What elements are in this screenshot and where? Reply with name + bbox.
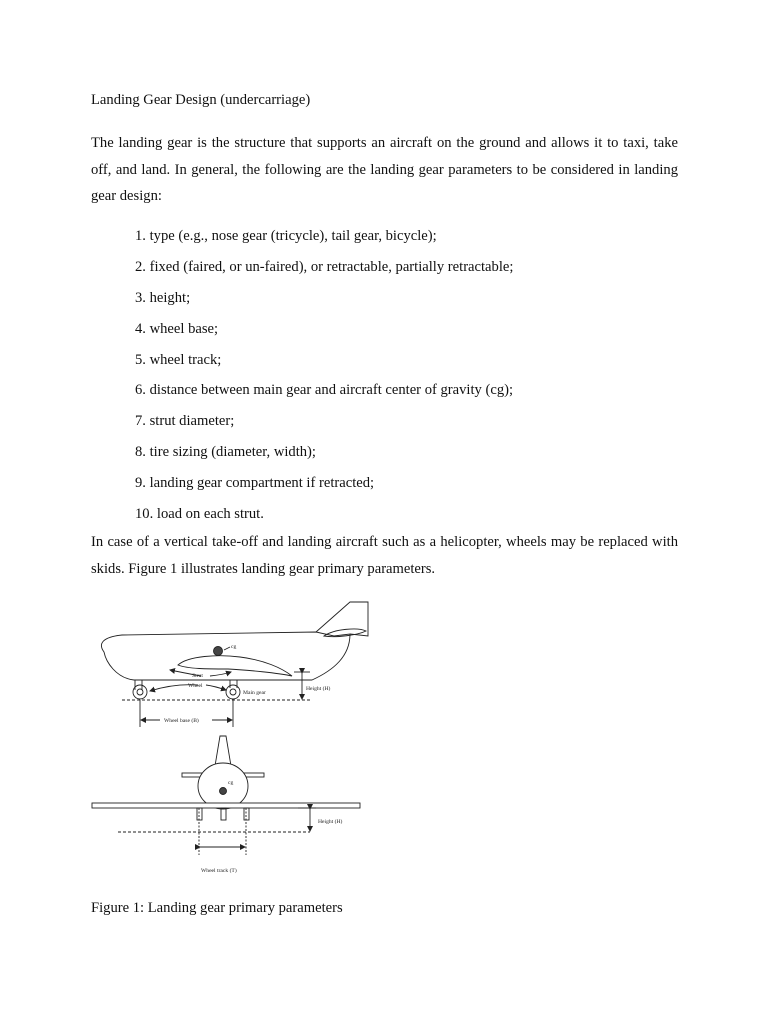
front-wing bbox=[92, 803, 360, 808]
document-heading: Landing Gear Design (undercarriage) bbox=[91, 92, 311, 108]
strut-label: Strut bbox=[192, 673, 203, 679]
nose-wheel bbox=[133, 685, 147, 699]
wheel-label: Wheel bbox=[188, 683, 203, 689]
list-item: 1. type (e.g., nose gear (tricycle), tail gear, bicycle); bbox=[135, 228, 437, 244]
list-item: 9. landing gear compartment if retracted; bbox=[135, 475, 375, 492]
front-height-label: Height (H) bbox=[318, 819, 343, 825]
side-height-label: Height (H) bbox=[306, 686, 331, 692]
list-item: 10. load on each strut. bbox=[135, 506, 264, 523]
landing-gear-diagram bbox=[88, 596, 370, 878]
main-gear-wheel bbox=[226, 685, 240, 699]
front-right-stabilizer bbox=[244, 773, 264, 777]
vertical-tail bbox=[316, 602, 368, 636]
list-item: 4. wheel base; bbox=[135, 320, 219, 337]
landing-gear-figure bbox=[88, 596, 370, 878]
list-item: 2. fixed (faired, or un-faired), or retractable, partially retractable; bbox=[135, 258, 514, 275]
front-view-diagram bbox=[92, 736, 360, 855]
front-vertical-tail bbox=[215, 736, 231, 766]
wheel-track-label: Wheel track (T) bbox=[201, 868, 237, 874]
list-item: 7. strut diameter; bbox=[135, 413, 235, 430]
front-cg-marker bbox=[220, 788, 227, 795]
cg-marker bbox=[214, 647, 223, 656]
left-main-strut bbox=[197, 808, 202, 820]
front-left-stabilizer bbox=[182, 773, 202, 777]
front-fuselage bbox=[198, 763, 248, 809]
front-cg-label: cg bbox=[228, 780, 234, 786]
list-item: 8. tire sizing (diameter, width); bbox=[135, 444, 316, 461]
main-gear-label: Main gear bbox=[243, 690, 266, 696]
closing-paragraph: In case of a vertical take-off and landing aircraft such as a helicopter, wheels may be replaced with skids. Figure 1 illustrates landing gear primary parameters. bbox=[91, 534, 678, 577]
nose-strut bbox=[221, 808, 226, 820]
parameter-list bbox=[135, 223, 513, 532]
list-item: 5. wheel track; bbox=[135, 351, 222, 368]
side-view-diagram bbox=[101, 602, 368, 727]
right-main-strut bbox=[244, 808, 249, 820]
list-item: 3. height; bbox=[135, 289, 191, 306]
side-cg-label: cg bbox=[231, 644, 237, 650]
list-item: 6. distance between main gear and aircraft center of gravity (cg); bbox=[135, 382, 514, 399]
intro-paragraph: The landing gear is the structure that supports an aircraft on the ground and allows it to taxi, take off, and land. In general, the following are the landing gear parameters to be considered in landing gear design: bbox=[91, 135, 678, 204]
figure-caption: Figure 1: Landing gear primary parameters bbox=[91, 900, 343, 916]
wheel-base-label: Wheel base (B) bbox=[164, 718, 199, 724]
side-view-labels bbox=[164, 644, 331, 724]
